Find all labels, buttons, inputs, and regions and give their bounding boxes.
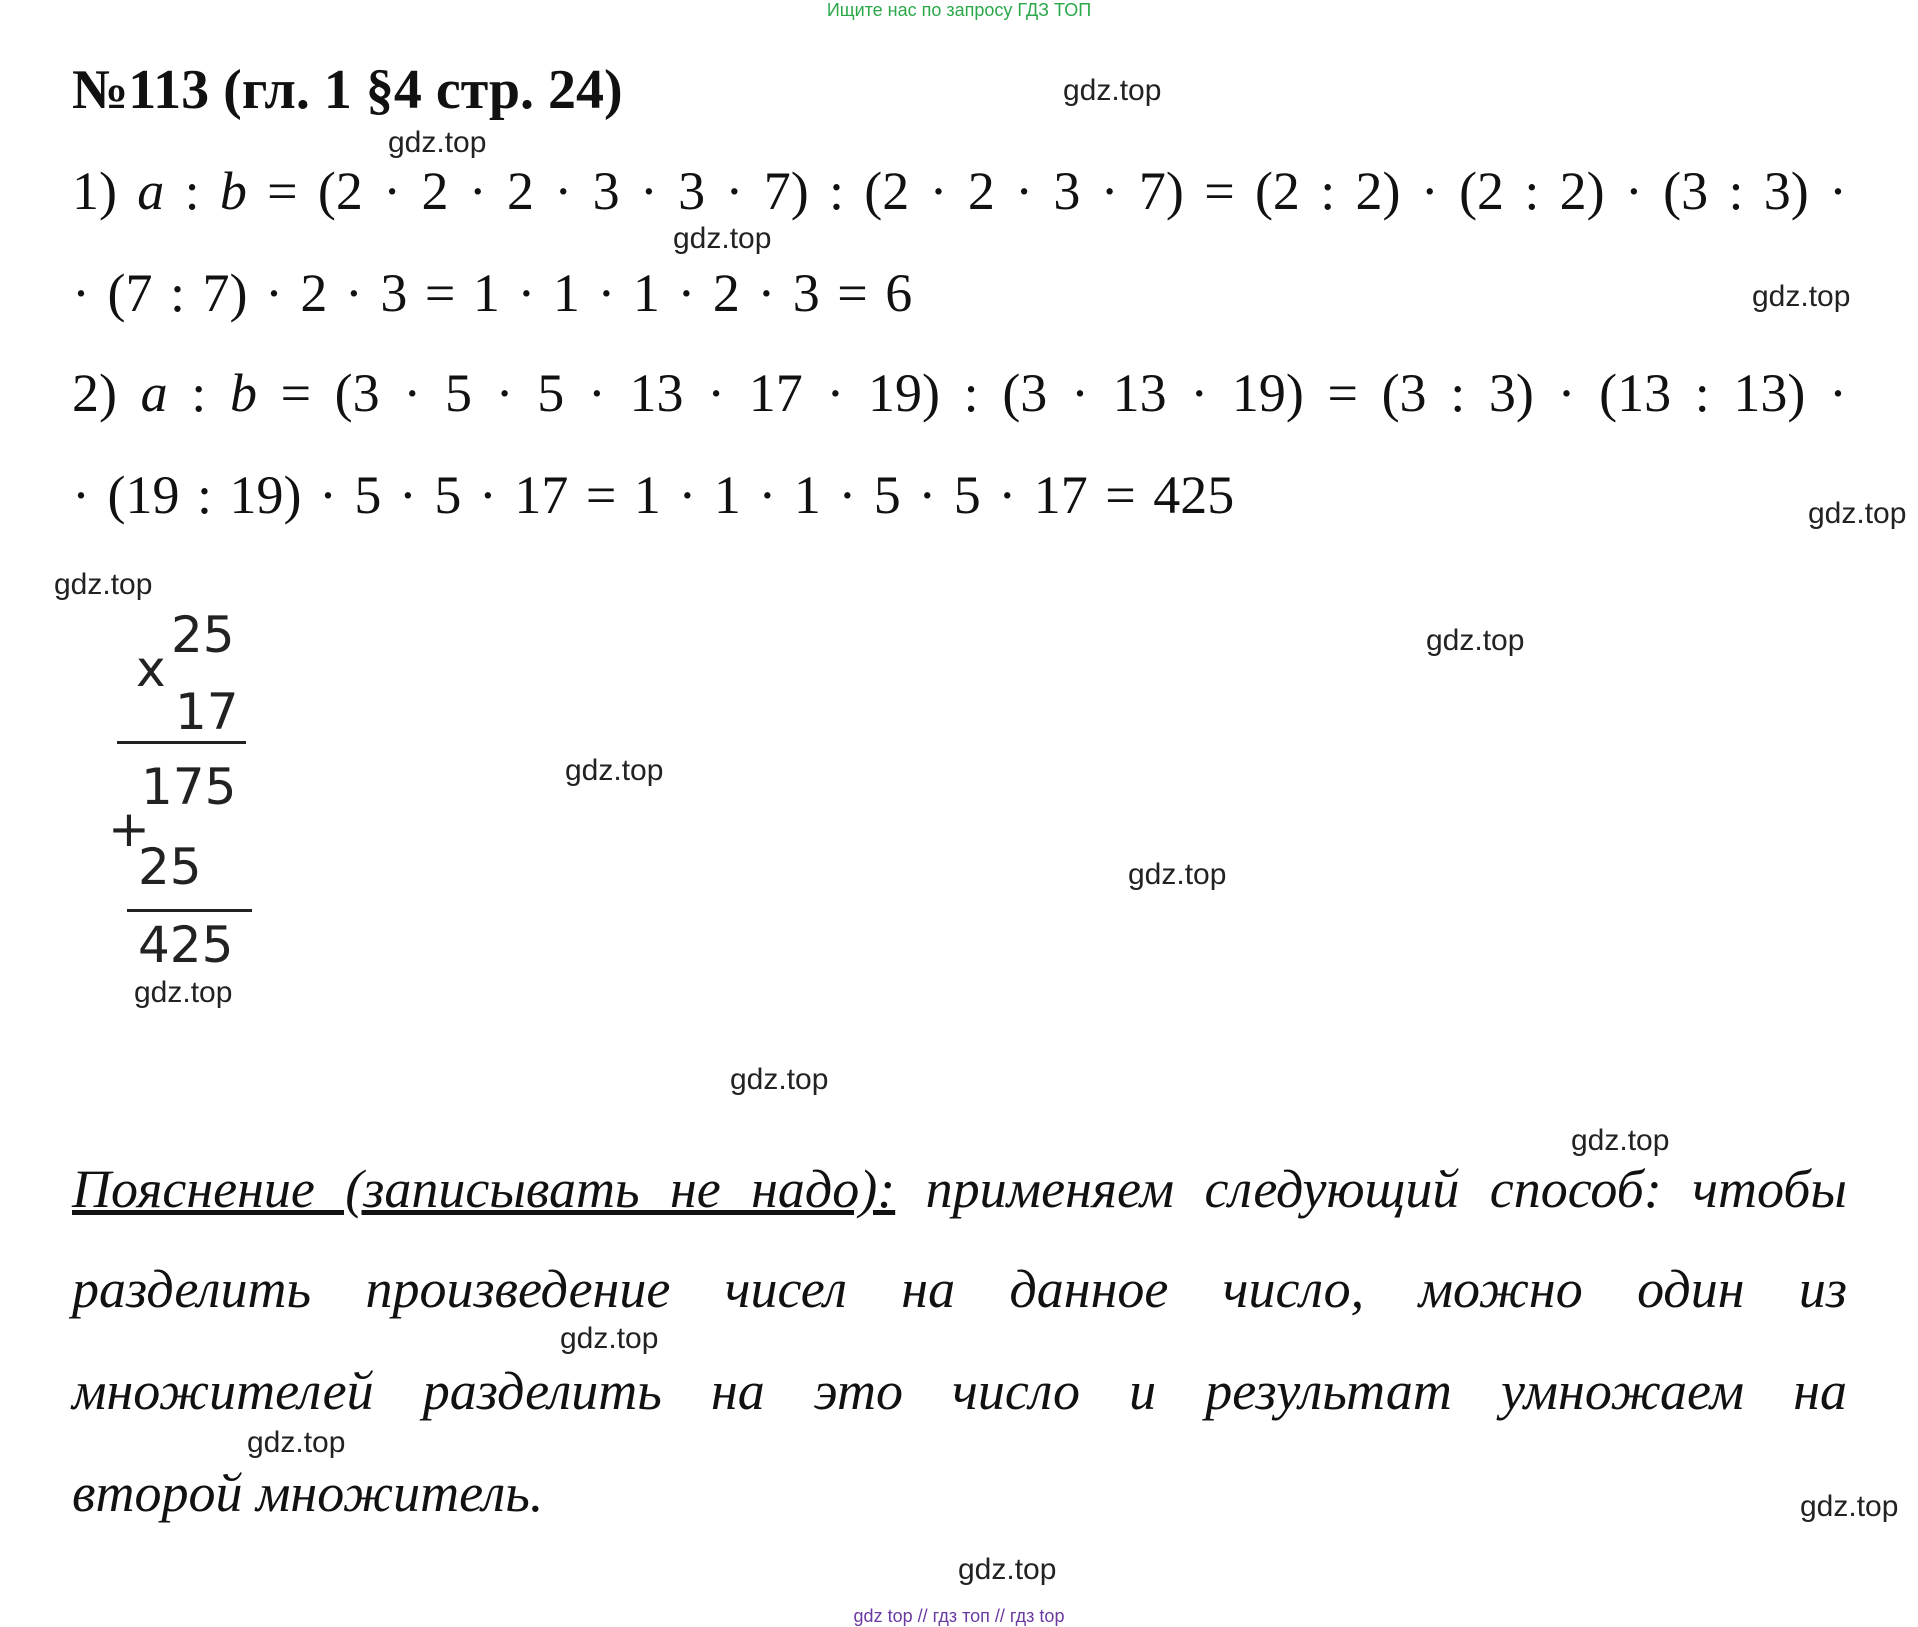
times-sign: x [136, 640, 166, 698]
multiplier: 17 [175, 683, 239, 741]
variable-b: b [219, 161, 247, 221]
explanation-line-1 [72, 1158, 1847, 1220]
variable-a: a [140, 363, 168, 423]
partial-product-1: 175 [141, 758, 237, 816]
explanation-line-2: разделить произведение чисел на данное число, можно один из [72, 1259, 1847, 1319]
variable-a: a [137, 161, 165, 221]
explanation-line-4: второй множитель. [72, 1463, 544, 1523]
line-number-2: 2) [72, 363, 141, 423]
watermark: gdz.top [1426, 624, 1525, 657]
watermark: gdz.top [1128, 858, 1227, 891]
colon: : [167, 363, 230, 423]
watermark: gdz.top [560, 1322, 659, 1355]
watermark: gdz.top [247, 1426, 346, 1459]
explanation-text: применяем следующий способ: чтобы [925, 1159, 1848, 1219]
plus-sign: + [108, 800, 150, 858]
watermark: gdz.top [1752, 280, 1851, 313]
watermark: gdz.top [958, 1553, 1057, 1586]
watermark: gdz.top [1571, 1124, 1670, 1157]
expression: = (2 · 2 · 2 · 3 · 3 · 7) : (2 · 2 · 3 · 7) = (2 : 2) · (2 : 2) · (3 : 3) · [246, 161, 1847, 221]
colon: : [164, 161, 220, 221]
watermark: gdz.top [134, 976, 233, 1009]
page-title: №113 (гл. 1 §4 стр. 24) [72, 59, 623, 121]
solution-line-2: · (7 : 7) · 2 · 3 = 1 · 1 · 1 · 2 · 3 = 6 [72, 263, 913, 323]
variable-b: b [229, 363, 257, 423]
watermark: gdz.top [54, 568, 153, 601]
watermark: gdz.top [388, 126, 487, 159]
top-banner[interactable]: Ищите нас по запросу ГДЗ ТОП [826, 0, 1092, 20]
watermark: gdz.top [1808, 497, 1907, 530]
line-number-1: 1) [72, 161, 138, 221]
watermark: gdz.top [565, 754, 664, 787]
watermark: gdz.top [1800, 1490, 1899, 1523]
solution-line-1 [72, 160, 1847, 222]
partial-product-2: 25 [138, 838, 202, 896]
explanation-label: Пояснение (записывать не надо): [72, 1159, 896, 1219]
watermark: gdz.top [673, 222, 772, 255]
footer-links[interactable]: gdz top // гдз топ // гдз top [853, 1606, 1065, 1626]
result: 425 [138, 916, 234, 974]
multiplicand: 25 [171, 606, 235, 664]
rule-2 [127, 909, 252, 912]
explanation-line-3: множителей разделить на это число и результат умножаем на [72, 1361, 1847, 1421]
expression: = (3 · 5 · 5 · 13 · 17 · 19) : (3 · 13 · 19) = (3 : 3) · (13 : 13) · [256, 363, 1847, 423]
solution-line-3 [72, 362, 1847, 424]
watermark: gdz.top [1063, 74, 1162, 107]
solution-line-4: · (19 : 19) · 5 · 5 · 17 = 1 · 1 · 1 · 5 · 5 · 17 = 425 [72, 465, 1235, 525]
rule-1 [117, 741, 246, 744]
watermark: gdz.top [730, 1063, 829, 1096]
